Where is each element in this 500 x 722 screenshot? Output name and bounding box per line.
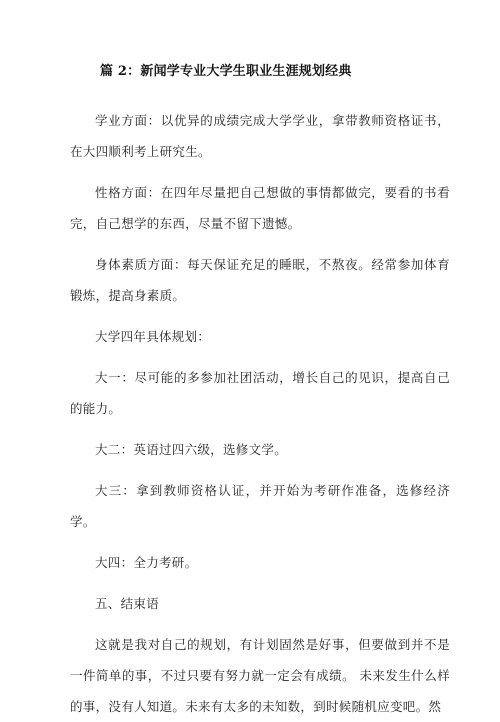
paragraph-health: 身体素质方面：每天保证充足的睡眠，不熬夜。经常参加体育锻炼，提高身素质。 — [70, 257, 450, 303]
paragraph-year-three: 大三：拿到教师资格认证，并开始为考研作准备，选修经济学。 — [70, 483, 450, 529]
paragraph-four-year-plan-heading: 大学四年具体规划： — [95, 329, 211, 344]
document-title: 篇 2：新闻学专业大学生职业生涯规划经典 — [100, 64, 352, 79]
paragraph-year-four: 大四：全力考研。 — [95, 555, 198, 570]
paragraph-conclusion: 这就是我对自己的规划，有计划固然是好事，但要做到并不是一件简单的事，不过只要有努力就一定会有成绩。 未来发生什么样的事，没有人知道。未来有太多的未知数，到时候随机应变吧。然 — [70, 637, 450, 714]
document-body — [70, 62, 450, 722]
paragraph-personality: 性格方面：在四年尽量把自己想做的事情都做完，要看的书看完，自己想学的东西，尽量不留下遗憾。 — [70, 185, 450, 231]
paragraph-year-two: 大二：英语过四六级，选修文学。 — [95, 442, 288, 457]
paragraph-year-one: 大一：尽可能的多参加社团活动，增长自己的见识，提高自己的能力。 — [70, 370, 450, 416]
section-heading-conclusion: 五、结束语 — [95, 596, 160, 611]
paragraph-academics: 学业方面：以优异的成绩完成大学学业，拿带教师资格证书，在大四顺利考上研究生。 — [70, 113, 450, 159]
